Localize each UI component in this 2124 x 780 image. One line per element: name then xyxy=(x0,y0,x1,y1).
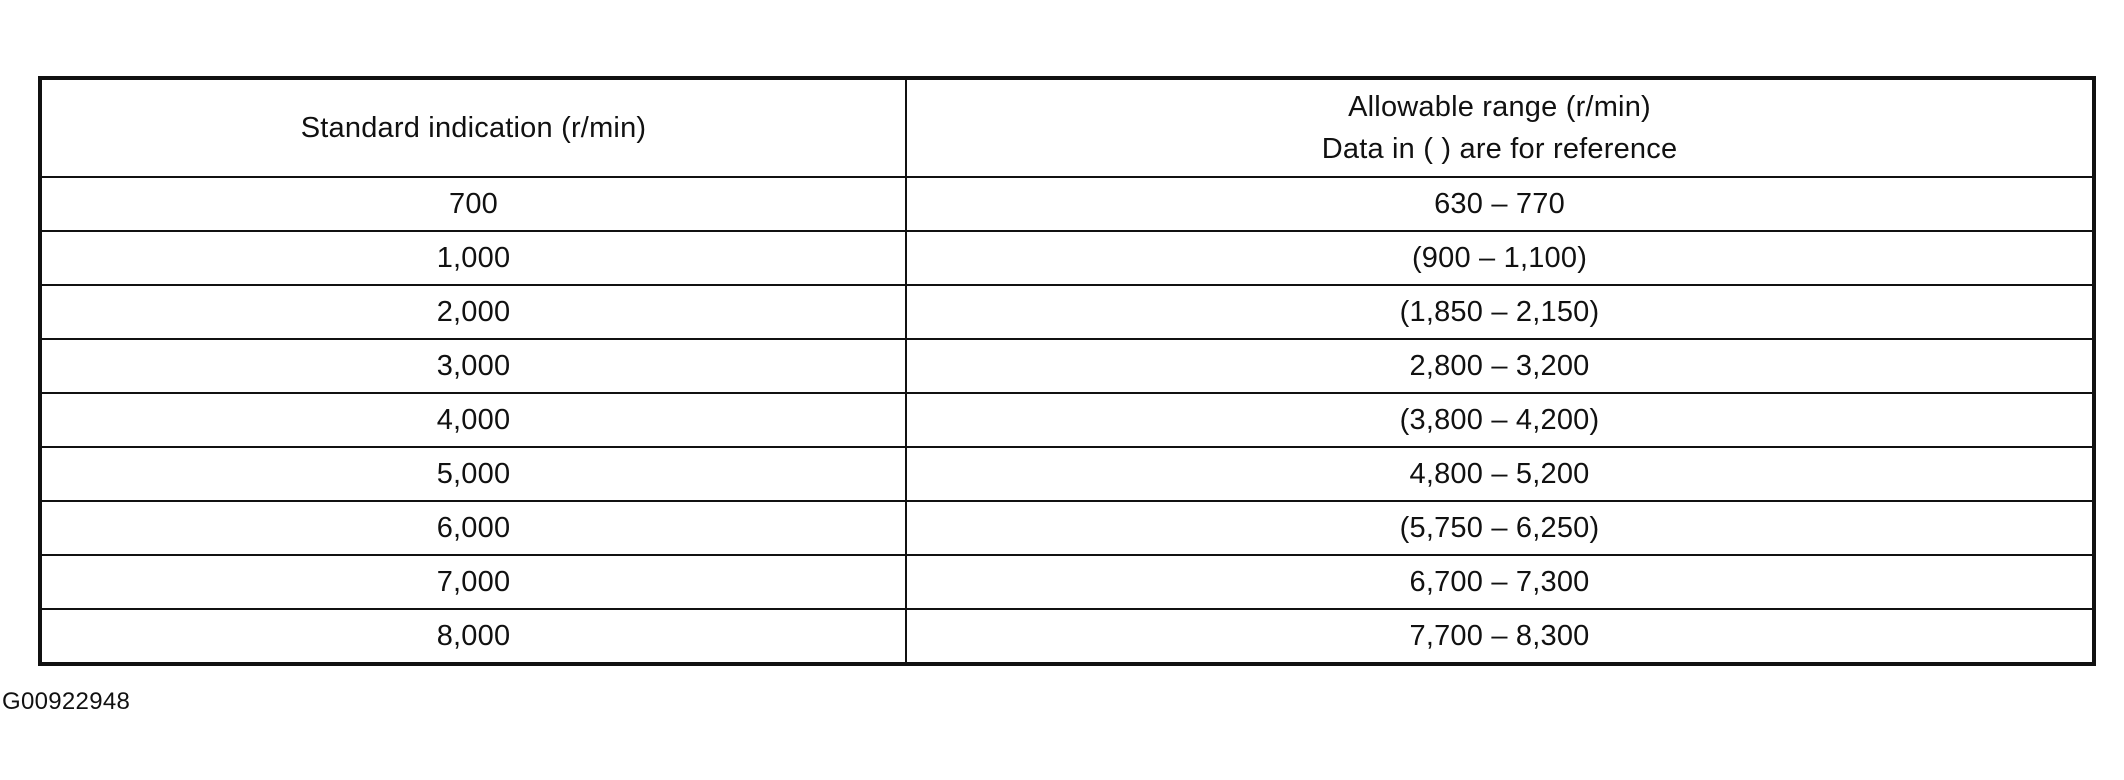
cell-allowable: 2,800 – 3,200 xyxy=(906,339,2094,393)
cell-allowable: (1,850 – 2,150) xyxy=(906,285,2094,339)
cell-standard: 1,000 xyxy=(40,231,906,285)
cell-allowable: 7,700 – 8,300 xyxy=(906,609,2094,664)
header-allowable-range-line2: Data in ( ) are for reference xyxy=(1321,133,1678,165)
cell-allowable: 6,700 – 7,300 xyxy=(906,555,2094,609)
cell-allowable: 4,800 – 5,200 xyxy=(906,447,2094,501)
table-row xyxy=(40,447,2094,501)
cell-standard: 3,000 xyxy=(40,339,906,393)
table-row xyxy=(40,501,2094,555)
cell-standard: 7,000 xyxy=(40,555,906,609)
table-header-row xyxy=(40,78,2094,177)
table-row xyxy=(40,339,2094,393)
table-row xyxy=(40,555,2094,609)
table-row xyxy=(40,177,2094,231)
cell-standard: 700 xyxy=(40,177,906,231)
cell-standard: 4,000 xyxy=(40,393,906,447)
table-row xyxy=(40,285,2094,339)
cell-allowable: 630 – 770 xyxy=(906,177,2094,231)
cell-allowable: (3,800 – 4,200) xyxy=(906,393,2094,447)
figure-code: G00922948 xyxy=(2,688,131,715)
cell-standard: 2,000 xyxy=(40,285,906,339)
cell-allowable: (900 – 1,100) xyxy=(906,231,2094,285)
table-row xyxy=(40,609,2094,664)
cell-standard: 5,000 xyxy=(40,447,906,501)
header-allowable-range-line1: Allowable range (r/min) xyxy=(1348,91,1651,123)
header-standard-indication: Standard indication (r/min) xyxy=(40,78,906,177)
table-row xyxy=(40,393,2094,447)
cell-standard: 8,000 xyxy=(40,609,906,664)
table-row xyxy=(40,231,2094,285)
tachometer-spec-table xyxy=(38,76,2096,666)
header-allowable-range xyxy=(906,78,2094,177)
cell-allowable: (5,750 – 6,250) xyxy=(906,501,2094,555)
cell-standard: 6,000 xyxy=(40,501,906,555)
